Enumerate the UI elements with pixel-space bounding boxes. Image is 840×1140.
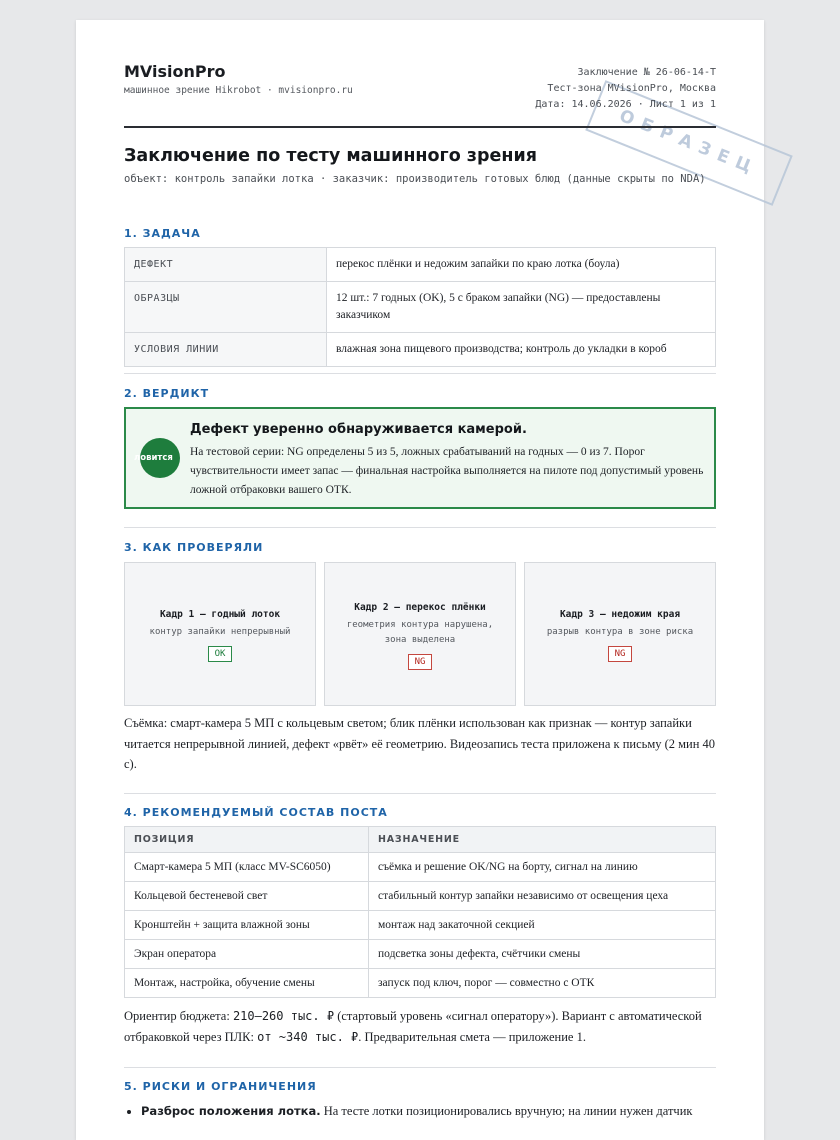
position-cell: Экран оператора — [125, 940, 369, 969]
ng-badge: NG — [608, 646, 633, 662]
ng-badge: NG — [408, 654, 433, 670]
column-header: ПОЗИЦИЯ — [125, 827, 369, 853]
verdict-title: Дефект уверенно обнаруживается камерой. — [190, 422, 527, 437]
document-page — [76, 20, 764, 1140]
frame-title: Кадр 1 — годный лоток — [159, 609, 281, 620]
section-heading-post: 4. РЕКОМЕНДУЕМЫЙ СОСТАВ ПОСТА — [124, 806, 388, 819]
task-value: 12 шт.: 7 годных (OK), 5 с браком запайки (NG) — предоставлены заказчиком — [327, 282, 716, 333]
sample-stamp: ОБРАЗЕЦ — [585, 80, 793, 206]
table-row — [125, 882, 716, 911]
section-divider — [124, 527, 716, 528]
section-heading-task: 1. ЗАДАЧА — [124, 227, 201, 240]
section-heading-verdict: 2. ВЕРДИКТ — [124, 387, 210, 400]
frame-title: Кадр 3 — недожим края — [559, 609, 681, 620]
table-row — [125, 282, 716, 333]
section-heading-method: 3. КАК ПРОВЕРЯЛИ — [124, 541, 264, 554]
position-cell: Кольцевой бестеневой свет — [125, 882, 369, 911]
purpose-cell: съёмка и решение OK/NG на борту, сигнал на линию — [369, 853, 716, 882]
page-title: Заключение по тесту машинного зрения — [124, 146, 537, 166]
table-row — [125, 940, 716, 969]
risks-list — [124, 1101, 733, 1121]
position-cell: Кронштейн + защита влажной зоны — [125, 911, 369, 940]
risk-title: Разброс положения лотка. — [141, 1104, 321, 1118]
test-location: Тест-зона MVisionPro, Москва — [547, 83, 716, 94]
position-cell: Монтаж, настройка, обучение смены — [125, 969, 369, 998]
frame-description: геометрия контура нарушена, зона выделена — [346, 620, 494, 645]
budget-range: 210–260 тыс. ₽ — [232, 1009, 335, 1023]
purpose-cell: подсветка зоны дефекта, счётчики смены — [369, 940, 716, 969]
task-value: перекос плёнки и недожим запайки по краю лотка (боула) — [327, 248, 716, 282]
equipment-table — [124, 826, 716, 998]
test-frame-3 — [524, 562, 716, 706]
document-meta — [535, 65, 716, 113]
table-row — [125, 853, 716, 882]
frame-description: контур запайки непрерывный — [149, 627, 291, 637]
brand-name: MVisionPro — [124, 62, 226, 81]
table-row — [125, 969, 716, 998]
task-value: влажная зона пищевого производства; контроль до укладки в короб — [327, 333, 716, 367]
task-key: ОБРАЗЦЫ — [125, 282, 327, 333]
verdict-badge: ловится — [140, 438, 180, 478]
section-divider — [124, 373, 716, 374]
purpose-cell: монтаж над закаточной секцией — [369, 911, 716, 940]
budget-note: Ориентир бюджета: 210–260 тыс. ₽ (стартовый уровень «сигнал оператору»). Вариант с автоматической отбраковкой через ПЛК: от ~340 тыс. ₽. Предварительная смета — приложение 1. — [124, 1009, 702, 1044]
section-divider — [124, 793, 716, 794]
table-header-row — [125, 827, 716, 853]
budget-alt: от ~340 тыс. ₽ — [257, 1029, 359, 1044]
purpose-cell: запуск под ключ, порог — совместно с ОТК — [369, 969, 716, 998]
verdict-text: На тестовой серии: NG определены 5 из 5, ложных срабатываний на годных — 0 из 7. Порог чувствительности имеет запас — финальная настройка выполняется на пилоте под допустимый уровень ложной отбраковки вашего ОТК. — [190, 446, 704, 496]
report-number: Заключение № 26-06-14-Т — [577, 67, 716, 78]
section-divider — [124, 1067, 716, 1068]
page-subtitle: объект: контроль запайки лотка · заказчик: производитель готовых блюд (данные скрыты по NDA) — [124, 173, 706, 185]
report-date: Дата: 14.06.2026 · Лист 1 из 1 — [535, 99, 716, 110]
task-table — [124, 247, 716, 367]
list-item — [141, 1101, 733, 1121]
verdict-box — [124, 407, 716, 509]
brand-tagline: машинное зрение Hikrobot · mvisionpro.ru — [124, 85, 353, 96]
table-row — [125, 248, 716, 282]
section-heading-risks: 5. РИСКИ И ОГРАНИЧЕНИЯ — [124, 1080, 317, 1093]
frame-description: разрыв контура в зоне риска — [546, 627, 694, 637]
purpose-cell: стабильный контур запайки независимо от освещения цеха — [369, 882, 716, 911]
ok-badge: OK — [208, 646, 233, 662]
column-header: НАЗНАЧЕНИЕ — [369, 827, 716, 853]
test-frame-1 — [124, 562, 316, 706]
position-cell: Смарт-камера 5 МП (класс MV-SC6050) — [125, 853, 369, 882]
frame-title: Кадр 2 — перекос плёнки — [354, 602, 486, 613]
table-row — [125, 333, 716, 367]
method-description: Съёмка: смарт-камера 5 МП с кольцевым светом; блик плёнки использован как признак — контур запайки читается непрерывной линией, дефект «рвёт» её геометрию. Видеозапись теста приложена к письму (2 мин 40 с). — [124, 716, 716, 771]
task-key: УСЛОВИЯ ЛИНИИ — [125, 333, 327, 367]
risk-text: На тесте лотки позиционировались вручную; на линии нужен датчик — [320, 1104, 693, 1118]
table-row — [125, 911, 716, 940]
test-frame-2 — [324, 562, 516, 706]
task-key: ДЕФЕКТ — [125, 248, 327, 282]
document-header — [124, 20, 716, 128]
